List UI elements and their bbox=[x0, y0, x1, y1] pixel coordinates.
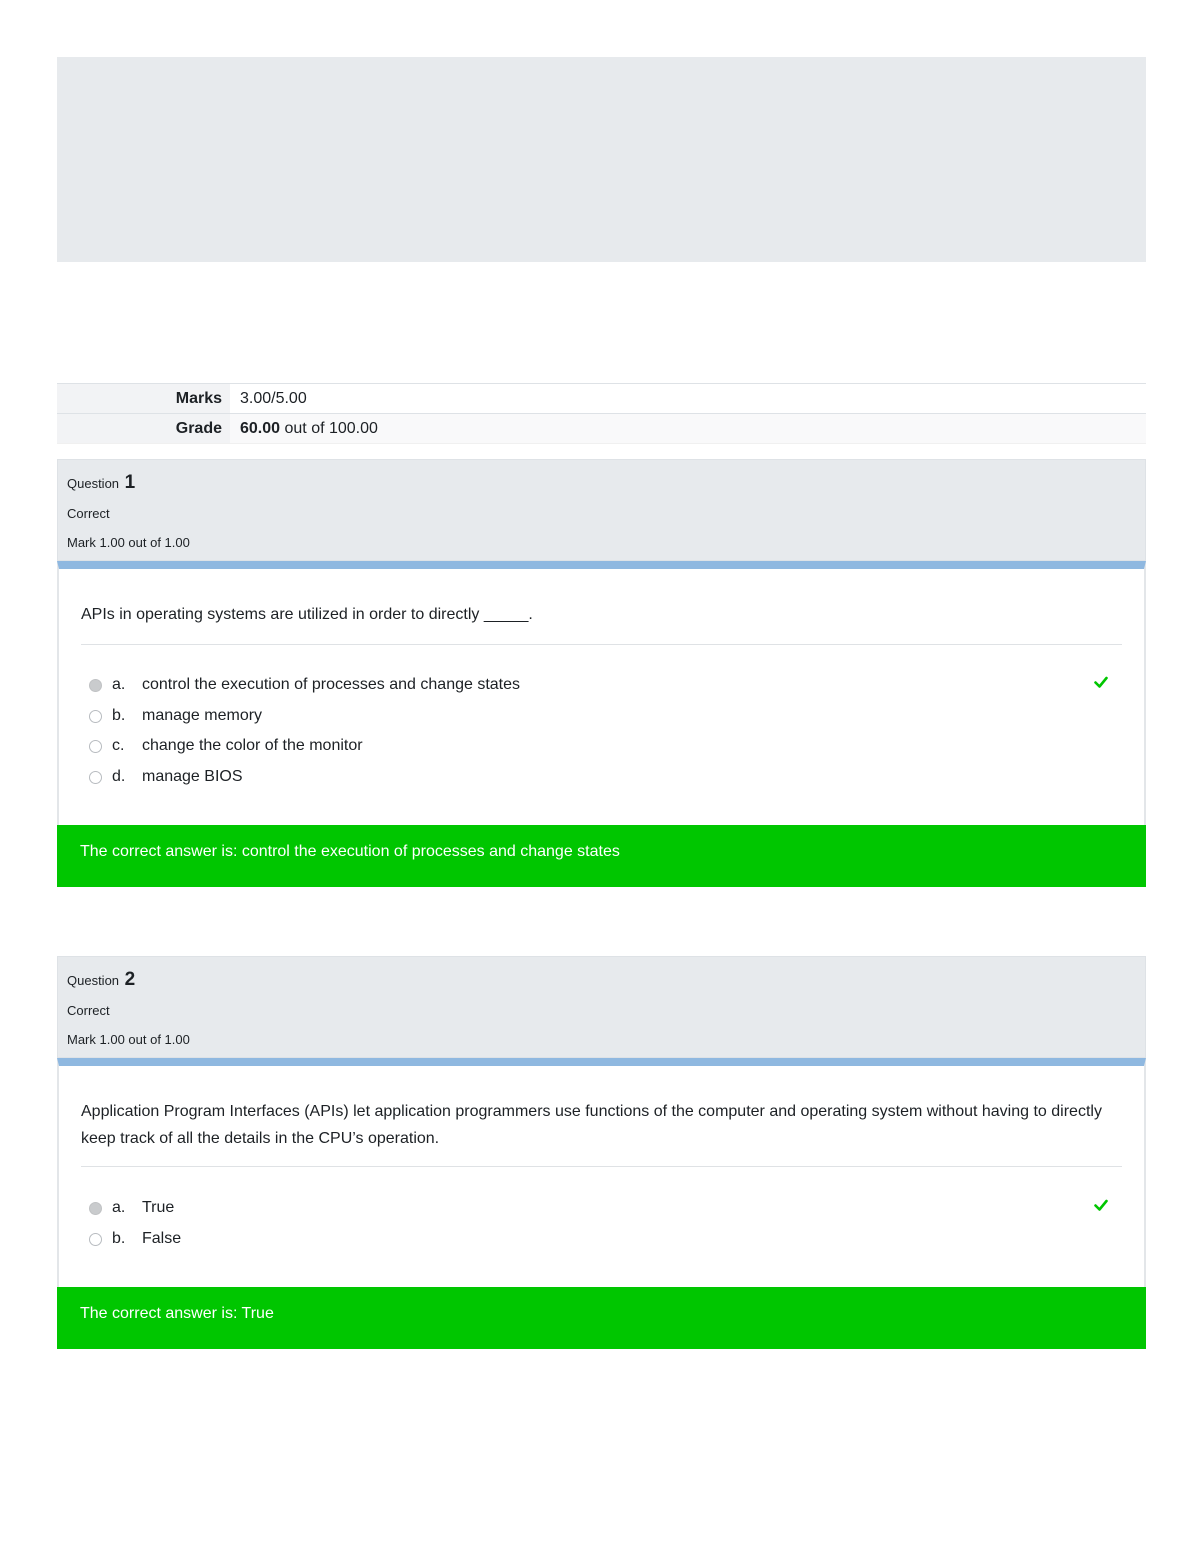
question-number-value: 2 bbox=[124, 969, 136, 990]
check-icon bbox=[1094, 1198, 1108, 1212]
question-content bbox=[57, 1058, 1146, 1287]
question-2 bbox=[57, 956, 1146, 1349]
question-number bbox=[67, 472, 135, 494]
correct-answer-feedback: The correct answer is: control the execution of processes and change states bbox=[57, 825, 1146, 887]
check-icon bbox=[1094, 675, 1108, 689]
question-label: Question bbox=[67, 973, 120, 988]
question-divider bbox=[81, 1166, 1122, 1167]
question-state: Correct bbox=[67, 1003, 110, 1018]
grade-row bbox=[57, 413, 1146, 444]
grade-value: 60.00 bbox=[240, 420, 281, 437]
answer-text: control the execution of processes and change states bbox=[142, 676, 521, 693]
answer-option-b[interactable] bbox=[89, 704, 262, 728]
question-mark: Mark 1.00 out of 1.00 bbox=[67, 535, 190, 550]
answer-option-a[interactable] bbox=[89, 1196, 174, 1220]
marks-label: Marks bbox=[57, 384, 230, 413]
marks-value: 3.00/5.00 bbox=[230, 384, 1146, 413]
answer-option-a[interactable] bbox=[89, 673, 520, 697]
question-info bbox=[57, 956, 1146, 1058]
grade-label: Grade bbox=[57, 414, 230, 443]
question-text: APIs in operating systems are utilized in order to directly _____. bbox=[81, 606, 533, 623]
answer-letter: b. bbox=[112, 707, 126, 724]
question-number bbox=[67, 969, 135, 991]
question-1 bbox=[57, 459, 1146, 887]
radio-selected[interactable] bbox=[89, 679, 102, 692]
grade-suffix: out of 100.00 bbox=[284, 420, 378, 437]
question-state: Correct bbox=[67, 506, 110, 521]
marks-row bbox=[57, 383, 1146, 413]
question-label: Question bbox=[67, 476, 120, 491]
question-text: Application Program Interfaces (APIs) let application programmers use functions of the computer and operating system without having to directly keep track of all the details in the CPU’s operation. bbox=[81, 1103, 1102, 1147]
question-mark: Mark 1.00 out of 1.00 bbox=[67, 1032, 190, 1047]
question-number-value: 1 bbox=[124, 472, 136, 493]
answer-letter: c. bbox=[112, 737, 125, 754]
grade-value-cell bbox=[230, 414, 1146, 443]
answer-text: manage BIOS bbox=[142, 768, 243, 785]
answer-option-b[interactable] bbox=[89, 1227, 181, 1251]
correct-answer-feedback: The correct answer is: True bbox=[57, 1287, 1146, 1349]
answer-text: False bbox=[142, 1230, 182, 1247]
answer-letter: a. bbox=[112, 1199, 126, 1216]
answer-option-c[interactable] bbox=[89, 734, 363, 758]
answer-letter: d. bbox=[112, 768, 126, 785]
radio-unselected[interactable] bbox=[89, 1233, 102, 1246]
radio-selected[interactable] bbox=[89, 1202, 102, 1215]
answer-text: change the color of the monitor bbox=[142, 737, 363, 754]
top-banner bbox=[57, 57, 1146, 262]
radio-unselected[interactable] bbox=[89, 710, 102, 723]
answer-text: True bbox=[142, 1199, 175, 1216]
question-content bbox=[57, 561, 1146, 825]
answer-letter: a. bbox=[112, 676, 126, 693]
question-info bbox=[57, 459, 1146, 561]
attempt-summary-table bbox=[57, 383, 1146, 444]
answer-letter: b. bbox=[112, 1230, 126, 1247]
radio-unselected[interactable] bbox=[89, 771, 102, 784]
question-divider bbox=[81, 644, 1122, 645]
answer-text: manage memory bbox=[142, 707, 263, 724]
radio-unselected[interactable] bbox=[89, 740, 102, 753]
answer-option-d[interactable] bbox=[89, 765, 243, 789]
